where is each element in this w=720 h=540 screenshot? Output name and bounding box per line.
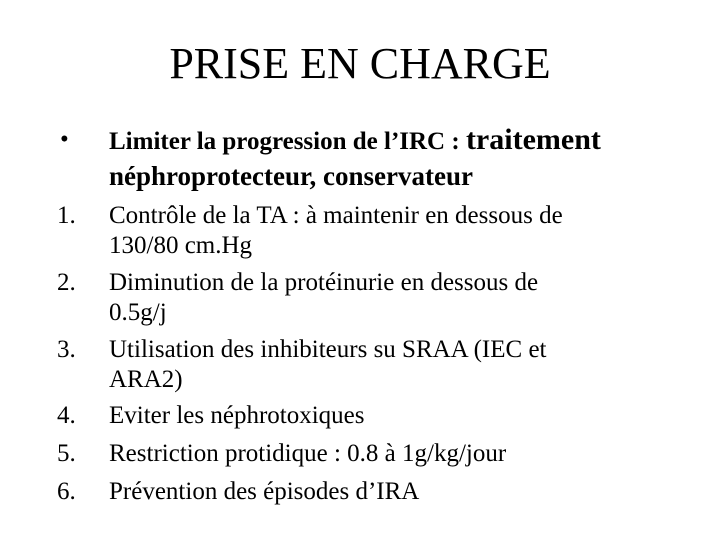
list-item-text: Eviter les néphrotoxiques [109,402,365,429]
list-item-text: Prévention des épisodes d’IRA [109,478,420,505]
list-item-number: 4. [57,402,76,429]
list-item-number: 6. [57,478,76,505]
slide-title: PRISE EN CHARGE [169,39,551,88]
list-item-text: Contrôle de la TA : à maintenir en dessous de [109,202,563,229]
list-item-text: Utilisation des inhibiteurs su SRAA (IEC et [109,336,547,363]
list-item-text: Restriction protidique : 0.8 à 1g/kg/jour [109,440,507,467]
bullet-line-1-emphasis: traitement [465,123,601,156]
list-item-text: Diminution de la protéinurie en dessous de [109,269,539,296]
list-item-number: 2. [57,269,76,296]
list-item-number: 3. [57,336,76,363]
bullet-marker: • [60,126,69,153]
bullet-line-2: néphroprotecteur, conservateur [109,161,473,191]
bullet-line-1-main: Limiter la progression de l’IRC : [109,128,466,155]
list-item-number: 5. [57,440,76,467]
list-item-number: 1. [57,202,76,229]
bullet-line-1 [109,124,679,157]
list-item-text-continuation: 130/80 cm.Hg [109,232,253,259]
list-item-text-continuation: ARA2) [109,366,183,393]
list-item-text-continuation: 0.5g/j [109,299,167,326]
